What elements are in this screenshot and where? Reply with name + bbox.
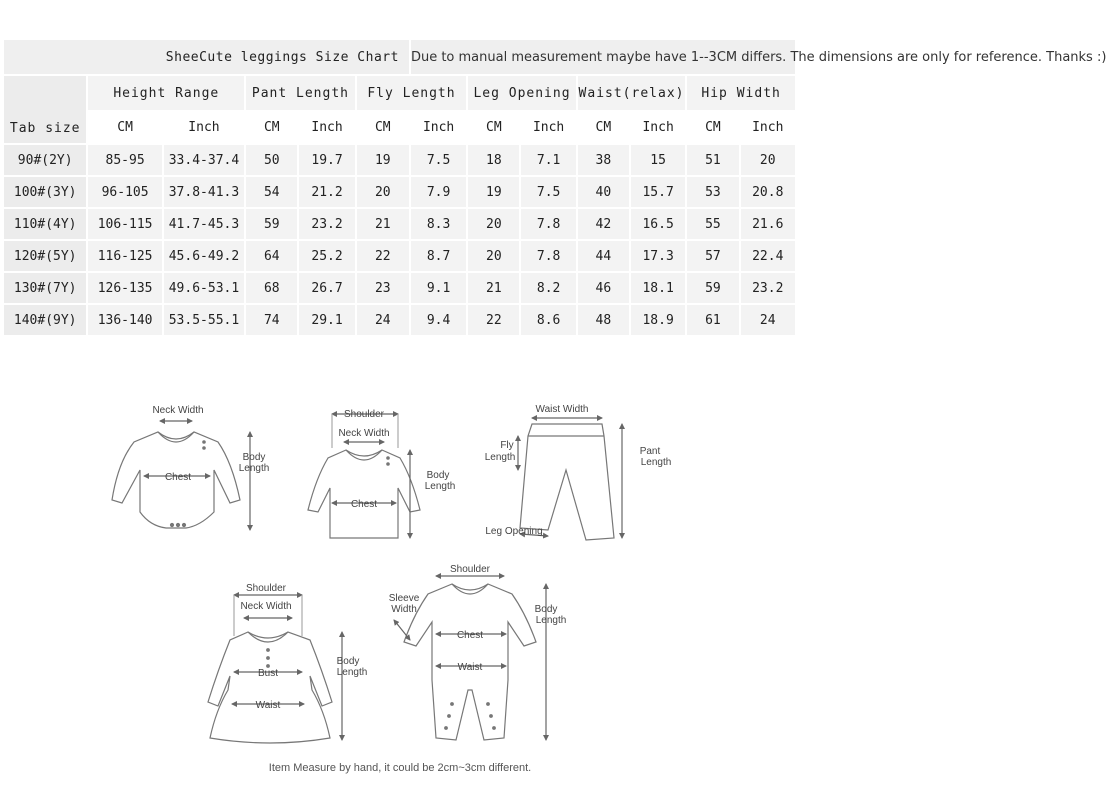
table-cell: 7.5 bbox=[410, 144, 467, 176]
table-cell: 16.5 bbox=[630, 208, 686, 240]
table-cell: 9.4 bbox=[410, 304, 467, 336]
unit-header: Inch bbox=[163, 111, 245, 144]
pant-length-label: Pant bbox=[639, 446, 661, 457]
unit-header: Inch bbox=[410, 111, 467, 144]
chest-label: Chest bbox=[350, 499, 378, 510]
table-cell: 9.1 bbox=[410, 272, 467, 304]
table-cell: 23.2 bbox=[740, 272, 796, 304]
table-cell: 40 bbox=[577, 176, 630, 208]
table-row bbox=[3, 304, 796, 336]
body-length-label: Body bbox=[426, 470, 450, 481]
body-length-label: Body bbox=[336, 656, 360, 667]
table-cell: 29.1 bbox=[298, 304, 355, 336]
table-cell: 19 bbox=[467, 176, 520, 208]
group-header: Height Range bbox=[87, 75, 245, 111]
table-cell: 106-115 bbox=[87, 208, 162, 240]
table-cell: 57 bbox=[686, 240, 739, 272]
table-cell: 116-125 bbox=[87, 240, 162, 272]
table-cell: 46 bbox=[577, 272, 630, 304]
unit-header: CM bbox=[577, 111, 630, 144]
unit-header: Inch bbox=[630, 111, 686, 144]
pants-diagram bbox=[518, 418, 622, 540]
shoulder-label: Shoulder bbox=[449, 564, 491, 575]
waist-label: Waist bbox=[457, 662, 483, 673]
body-length-label: Length bbox=[238, 463, 270, 474]
fly-length-label: Length bbox=[484, 452, 516, 463]
size-cell: 120#(5Y) bbox=[3, 240, 87, 272]
table-cell: 42 bbox=[577, 208, 630, 240]
table-cell: 8.2 bbox=[520, 272, 576, 304]
unit-header: CM bbox=[356, 111, 410, 144]
table-row bbox=[3, 144, 796, 176]
body-length-label: Body bbox=[242, 452, 266, 463]
size-chart-table bbox=[2, 38, 1106, 337]
waist-label: Waist bbox=[255, 700, 281, 711]
pant-length-label: Length bbox=[640, 457, 672, 468]
table-cell: 53 bbox=[686, 176, 739, 208]
size-cell: 140#(9Y) bbox=[3, 304, 87, 336]
table-cell: 37.8-41.3 bbox=[163, 176, 245, 208]
waist-width-label: Waist Width bbox=[535, 404, 589, 415]
table-cell: 18.1 bbox=[630, 272, 686, 304]
table-cell: 74 bbox=[245, 304, 298, 336]
table-row bbox=[3, 272, 796, 304]
table-cell: 64 bbox=[245, 240, 298, 272]
table-cell: 20 bbox=[356, 176, 410, 208]
table-cell: 18 bbox=[467, 144, 520, 176]
table-cell: 24 bbox=[740, 304, 796, 336]
neck-width-label: Neck Width bbox=[152, 405, 204, 416]
sleeve-width-label: Width bbox=[391, 604, 417, 615]
table-cell: 49.6-53.1 bbox=[163, 272, 245, 304]
table-cell: 8.6 bbox=[520, 304, 576, 336]
table-row bbox=[3, 208, 796, 240]
table-cell: 59 bbox=[245, 208, 298, 240]
chart-title: SheeCute leggings Size Chart bbox=[3, 39, 410, 75]
unit-header: CM bbox=[686, 111, 739, 144]
table-cell: 21 bbox=[356, 208, 410, 240]
table-cell: 59 bbox=[686, 272, 739, 304]
table-cell: 136-140 bbox=[87, 304, 162, 336]
table-cell: 26.7 bbox=[298, 272, 355, 304]
table-cell: 41.7-45.3 bbox=[163, 208, 245, 240]
group-header: Leg Opening bbox=[467, 75, 577, 111]
table-cell: 45.6-49.2 bbox=[163, 240, 245, 272]
table-cell: 15.7 bbox=[630, 176, 686, 208]
shoulder-label: Shoulder bbox=[245, 583, 287, 594]
table-cell: 24 bbox=[356, 304, 410, 336]
table-cell: 20.8 bbox=[740, 176, 796, 208]
body-length-label: Body bbox=[534, 604, 558, 615]
table-row bbox=[3, 176, 796, 208]
table-cell: 23.2 bbox=[298, 208, 355, 240]
table-cell: 22 bbox=[356, 240, 410, 272]
neck-width-label: Neck Width bbox=[240, 601, 292, 612]
table-cell: 7.8 bbox=[520, 208, 576, 240]
measurement-diagrams bbox=[0, 380, 800, 800]
table-cell: 53.5-55.1 bbox=[163, 304, 245, 336]
table-cell: 48 bbox=[577, 304, 630, 336]
table-cell: 22.4 bbox=[740, 240, 796, 272]
table-cell: 18.9 bbox=[630, 304, 686, 336]
size-cell: 130#(7Y) bbox=[3, 272, 87, 304]
chart-disclaimer: Due to manual measurement maybe have 1--3CM differs. The dimensions are only for reference. Thanks :) bbox=[410, 39, 796, 75]
table-cell: 33.4-37.4 bbox=[163, 144, 245, 176]
table-cell: 50 bbox=[245, 144, 298, 176]
tab-size-header: Tab size bbox=[3, 75, 87, 144]
footer-note: Item Measure by hand, it could be 2cm~3cm different. bbox=[268, 762, 532, 774]
table-cell: 51 bbox=[686, 144, 739, 176]
size-cell: 90#(2Y) bbox=[3, 144, 87, 176]
table-row bbox=[3, 240, 796, 272]
body-length-label: Length bbox=[336, 667, 368, 678]
unit-header: CM bbox=[87, 111, 162, 144]
table-cell: 25.2 bbox=[298, 240, 355, 272]
table-cell: 7.8 bbox=[520, 240, 576, 272]
table-cell: 96-105 bbox=[87, 176, 162, 208]
unit-header: Inch bbox=[740, 111, 796, 144]
shoulder-label: Shoulder bbox=[343, 409, 385, 420]
table-cell: 23 bbox=[356, 272, 410, 304]
group-header: Hip Width bbox=[686, 75, 796, 111]
table-cell: 15 bbox=[630, 144, 686, 176]
unit-header: CM bbox=[245, 111, 298, 144]
group-header: Waist(relax) bbox=[577, 75, 687, 111]
table-cell: 22 bbox=[467, 304, 520, 336]
chest-label: Chest bbox=[456, 630, 484, 641]
table-cell: 7.5 bbox=[520, 176, 576, 208]
body-length-label: Length bbox=[535, 615, 567, 626]
table-cell: 19.7 bbox=[298, 144, 355, 176]
table-cell: 38 bbox=[577, 144, 630, 176]
sleeve-width-label: Sleeve bbox=[388, 593, 420, 604]
table-cell: 20 bbox=[467, 240, 520, 272]
table-cell: 8.3 bbox=[410, 208, 467, 240]
table-cell: 8.7 bbox=[410, 240, 467, 272]
group-header: Fly Length bbox=[356, 75, 468, 111]
size-cell: 110#(4Y) bbox=[3, 208, 87, 240]
table-cell: 21 bbox=[467, 272, 520, 304]
table-cell: 7.1 bbox=[520, 144, 576, 176]
size-cell: 100#(3Y) bbox=[3, 176, 87, 208]
table-cell: 20 bbox=[467, 208, 520, 240]
bust-label: Bust bbox=[257, 668, 279, 679]
table-cell: 55 bbox=[686, 208, 739, 240]
table-cell: 54 bbox=[245, 176, 298, 208]
neck-width-label: Neck Width bbox=[338, 428, 390, 439]
unit-header: CM bbox=[467, 111, 520, 144]
fly-length-label: Fly bbox=[500, 440, 514, 451]
table-cell: 21.6 bbox=[740, 208, 796, 240]
table-cell: 21.2 bbox=[298, 176, 355, 208]
unit-header: Inch bbox=[298, 111, 355, 144]
body-length-label: Length bbox=[424, 481, 456, 492]
table-cell: 20 bbox=[740, 144, 796, 176]
table-cell: 7.9 bbox=[410, 176, 467, 208]
table-cell: 85-95 bbox=[87, 144, 162, 176]
chest-label: Chest bbox=[164, 472, 192, 483]
group-header: Pant Length bbox=[245, 75, 356, 111]
table-cell: 19 bbox=[356, 144, 410, 176]
table-cell: 126-135 bbox=[87, 272, 162, 304]
unit-header: Inch bbox=[520, 111, 576, 144]
table-cell: 61 bbox=[686, 304, 739, 336]
table-cell: 68 bbox=[245, 272, 298, 304]
leg-opening-label: Leg Opening bbox=[485, 526, 543, 537]
table-cell: 44 bbox=[577, 240, 630, 272]
table-cell: 17.3 bbox=[630, 240, 686, 272]
